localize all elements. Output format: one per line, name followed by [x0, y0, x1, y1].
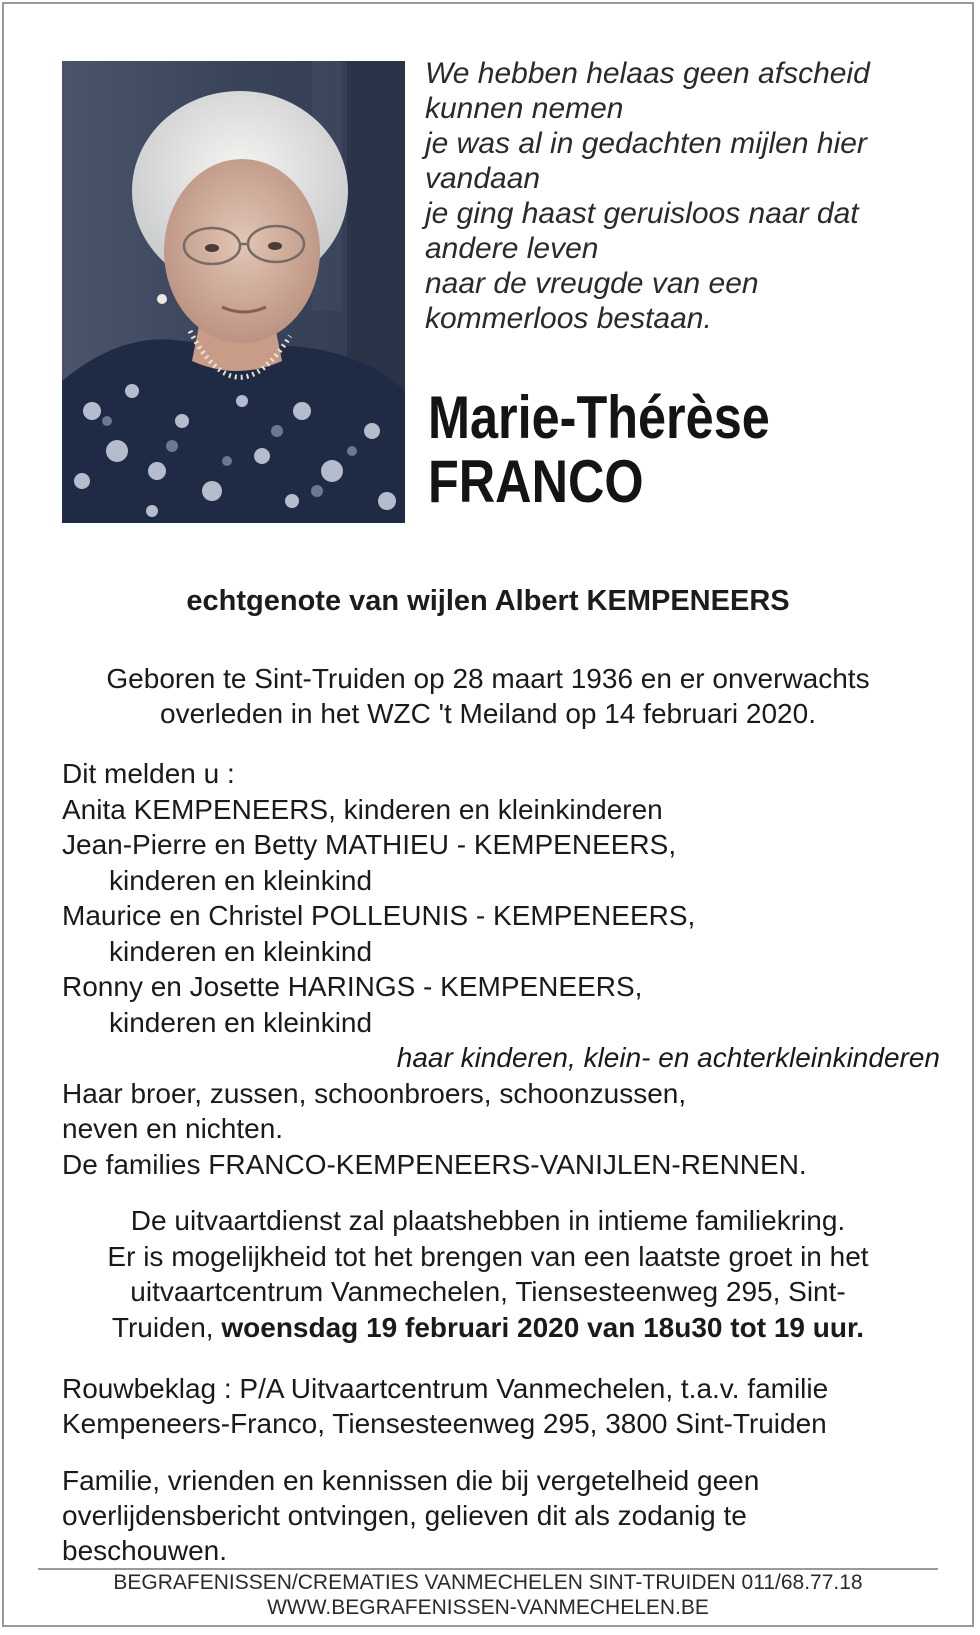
poem-line: vandaan	[425, 162, 541, 195]
poem-line: je ging haast geruisloos naar dat	[425, 197, 859, 230]
obituary-page	[2, 2, 974, 1627]
family-intro: Dit melden u :	[62, 758, 235, 789]
family-line: kinderen en kleinkind	[109, 864, 373, 896]
notice-line: overlijdensbericht ontvingen, gelieven dit als zodanig te	[62, 1500, 747, 1531]
notice-line: beschouwen.	[62, 1535, 228, 1566]
poem-line: We hebben helaas geen afscheid	[425, 57, 870, 90]
service-line	[44, 1310, 932, 1346]
condolence-address	[62, 1371, 942, 1441]
family-line: Ronny en Josette HARINGS - KEMPENEERS,	[62, 971, 643, 1002]
family-line: Jean-Pierre en Betty MATHIEU - KEMPENEERS,	[62, 829, 677, 860]
poem-line: je was al in gedachten mijlen hier	[425, 127, 867, 160]
notice-text	[62, 1463, 942, 1568]
funeral-home-contact: BEGRAFENISSEN/CREMATIES VANMECHELEN SINT-TRUIDEN 011/68.77.18	[113, 1571, 863, 1594]
family-line: kinderen en kleinkind	[109, 935, 373, 967]
poem-line: kommerloos bestaan.	[425, 302, 712, 335]
death-line: overleden in het WZC 't Meiland op 14 februari 2020.	[160, 698, 816, 729]
funeral-home-website: WWW.BEGRAFENISSEN-VANMECHELEN.BE	[267, 1596, 709, 1619]
service-place-suffix: Truiden,	[111, 1311, 222, 1343]
relatives-line: Haar broer, zussen, schoonbroers, schoonzussen,	[62, 1077, 687, 1109]
relatives-line: neven en nichten.	[62, 1113, 284, 1144]
deceased-name	[428, 386, 865, 514]
family-summary: haar kinderen, klein- en achterkleinkinderen	[396, 1042, 940, 1073]
poem-line: kunnen nemen	[425, 92, 624, 125]
family-line: Anita KEMPENEERS, kinderen en kleinkinderen	[62, 793, 663, 825]
portrait-photo	[62, 61, 405, 523]
service-line: De uitvaartdienst zal plaatshebben in intieme familiekring.	[130, 1205, 846, 1236]
poem-line: andere leven	[425, 232, 599, 265]
condolence-line: Rouwbeklag : P/A Uitvaartcentrum Vanmechelen, t.a.v. familie	[62, 1373, 829, 1404]
birth-death-text	[44, 661, 932, 731]
service-line: Er is mogelijkheid tot het brengen van een laatste groet in het	[107, 1240, 869, 1272]
birth-line: Geboren te Sint-Truiden op 28 maart 1936 en er onverwachts	[106, 663, 870, 694]
family-line: kinderen en kleinkind	[109, 1006, 373, 1038]
portrait-image	[62, 61, 405, 523]
funeral-home-footer	[4, 1570, 972, 1620]
deceased-first-name: Marie-Thérèse	[428, 384, 770, 451]
deceased-last-name: FRANCO	[428, 448, 644, 515]
spouse-line: echtgenote van wijlen Albert KEMPENEERS	[186, 585, 790, 617]
poem	[425, 56, 945, 336]
funeral-service-info	[44, 1203, 932, 1345]
family-announcement	[62, 756, 942, 1182]
condolence-line: Kempeneers-Franco, Tiensesteenweg 295, 3800 Sint-Truiden	[62, 1408, 827, 1439]
notice-line: Familie, vrienden en kennissen die bij vergetelheid geen	[62, 1465, 760, 1496]
poem-line: naar de vreugde van een	[425, 267, 759, 300]
family-line: Maurice en Christel POLLEUNIS - KEMPENEERS,	[62, 900, 696, 931]
service-line: uitvaartcentrum Vanmechelen, Tiensesteenweg 295, Sint-	[130, 1276, 846, 1307]
service-date-time: woensdag 19 februari 2020 van 18u30 tot 19 uur.	[221, 1311, 865, 1343]
relatives-line: De families FRANCO-KEMPENEERS-VANIJLEN-RENNEN.	[62, 1148, 807, 1180]
